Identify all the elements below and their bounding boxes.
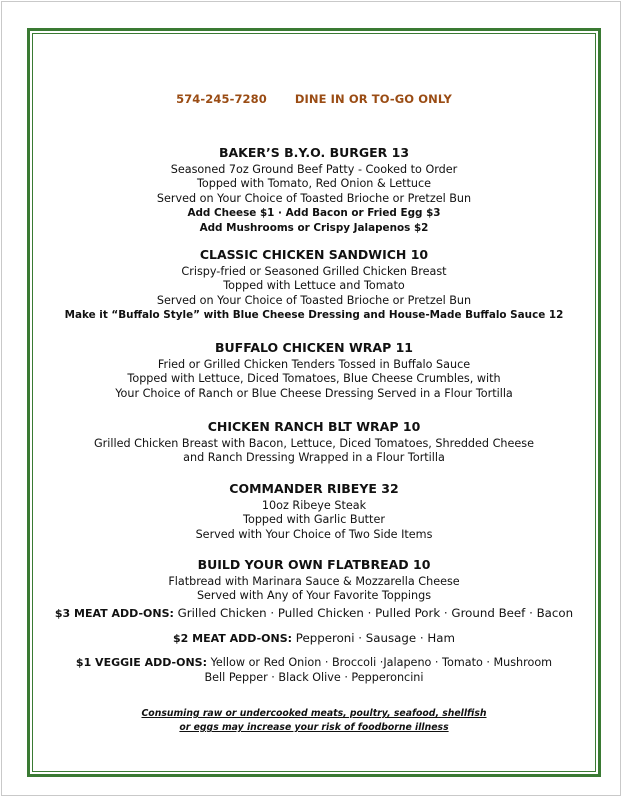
- menu-item-title: CHICKEN RANCH BLT WRAP 10: [207, 419, 421, 434]
- addon-label: $2 MEAT ADD-ONS:: [173, 632, 293, 645]
- menu-item-line: Flatbread with Marinara Sauce & Mozzarella Cheese: [168, 575, 460, 588]
- service-note: DINE IN OR TO-GO ONLY: [294, 92, 452, 106]
- menu-item-line: Fried or Grilled Chicken Tenders Tossed in Buffalo Sauce: [157, 358, 471, 371]
- menu-item-line: Served on Your Choice of Toasted Brioche or Pretzel Bun: [156, 191, 472, 205]
- menu-item-line: and Ranch Dressing Wrapped in a Flour Tortilla: [183, 451, 445, 465]
- menu-item-line: Topped with Tomato, Red Onion & Lettuce: [196, 177, 432, 191]
- meat-addons-3: [34, 606, 594, 621]
- menu-item-title: BAKER’S B.Y.O. BURGER 13: [218, 145, 410, 160]
- menu-item-title: BUFFALO CHICKEN WRAP 11: [215, 340, 413, 355]
- menu-item-line: Topped with Garlic Butter: [243, 513, 385, 527]
- addon-items: Grilled Chicken · Pulled Chicken · Pulled Pork · Ground Beef · Bacon: [173, 606, 574, 620]
- veggie-addons: [34, 655, 594, 685]
- phone-number: 574-245-7280: [176, 92, 267, 106]
- menu-item-line: Served with Any of Your Favorite Toppings: [196, 589, 432, 603]
- meat-addons-2: [34, 631, 594, 646]
- notice-line-1: Consuming raw or undercooked meats, poultry, seafood, shellfish: [141, 708, 487, 719]
- menu-item-ranch-blt-wrap: [34, 419, 594, 466]
- menu-item-line: Served with Your Choice of Two Side Items: [195, 527, 433, 541]
- menu-item-burger: [34, 145, 594, 235]
- menu-item-line: Served on Your Choice of Toasted Brioche or Pretzel Bun: [156, 293, 472, 307]
- menu-item-title: COMMANDER RIBEYE 32: [229, 481, 399, 496]
- menu-item-line: Crispy-fried or Seasoned Grilled Chicken Breast: [181, 265, 447, 278]
- menu-item-line: Topped with Lettuce, Diced Tomatoes, Blue Cheese Crumbles, with: [127, 372, 501, 386]
- menu-item-line: Grilled Chicken Breast with Bacon, Lettuce, Diced Tomatoes, Shredded Cheese: [94, 437, 534, 450]
- notice-line-2: or eggs may increase your risk of foodborne illness: [179, 722, 449, 733]
- addon-items: Yellow or Red Onion · Broccoli ·Jalapeno · Tomato · Mushroom: [207, 656, 553, 669]
- menu-item-chicken-sandwich: [34, 247, 594, 323]
- menu-item-line: Seasoned 7oz Ground Beef Patty - Cooked to Order: [170, 163, 458, 176]
- veggie-addons-line-2: Bell Pepper · Black Olive · Pepperoncini: [204, 671, 424, 684]
- menu-item-ribeye: [34, 481, 594, 542]
- addon-label: $3 MEAT ADD-ONS:: [54, 607, 174, 620]
- menu-item-flatbread: [34, 557, 594, 604]
- addon-items: Pepperoni · Sausage · Ham: [292, 631, 455, 645]
- menu-item-line: 10oz Ribeye Steak: [261, 499, 367, 512]
- menu-item-extra: Add Mushrooms or Crispy Jalapenos $2: [199, 221, 429, 234]
- menu-item-title: BUILD YOUR OWN FLATBREAD 10: [197, 557, 431, 572]
- veggie-addons-line-1: [34, 655, 594, 670]
- contact-header: [34, 92, 594, 106]
- menu-item-title: CLASSIC CHICKEN SANDWICH 10: [199, 247, 429, 262]
- food-safety-notice: [34, 707, 594, 735]
- menu-item-line: Your Choice of Ranch or Blue Cheese Dressing Served in a Flour Tortilla: [115, 386, 513, 400]
- menu-item-extra: Make it “Buffalo Style” with Blue Cheese Dressing and House-Made Buffalo Sauce 12: [64, 309, 564, 322]
- addon-label: $1 VEGGIE ADD-ONS:: [75, 656, 208, 669]
- menu-item-line: Topped with Lettuce and Tomato: [223, 279, 405, 293]
- menu-item-extra: Add Cheese $1 · Add Bacon or Fried Egg $3: [187, 207, 441, 220]
- menu-item-buffalo-wrap: [34, 340, 594, 401]
